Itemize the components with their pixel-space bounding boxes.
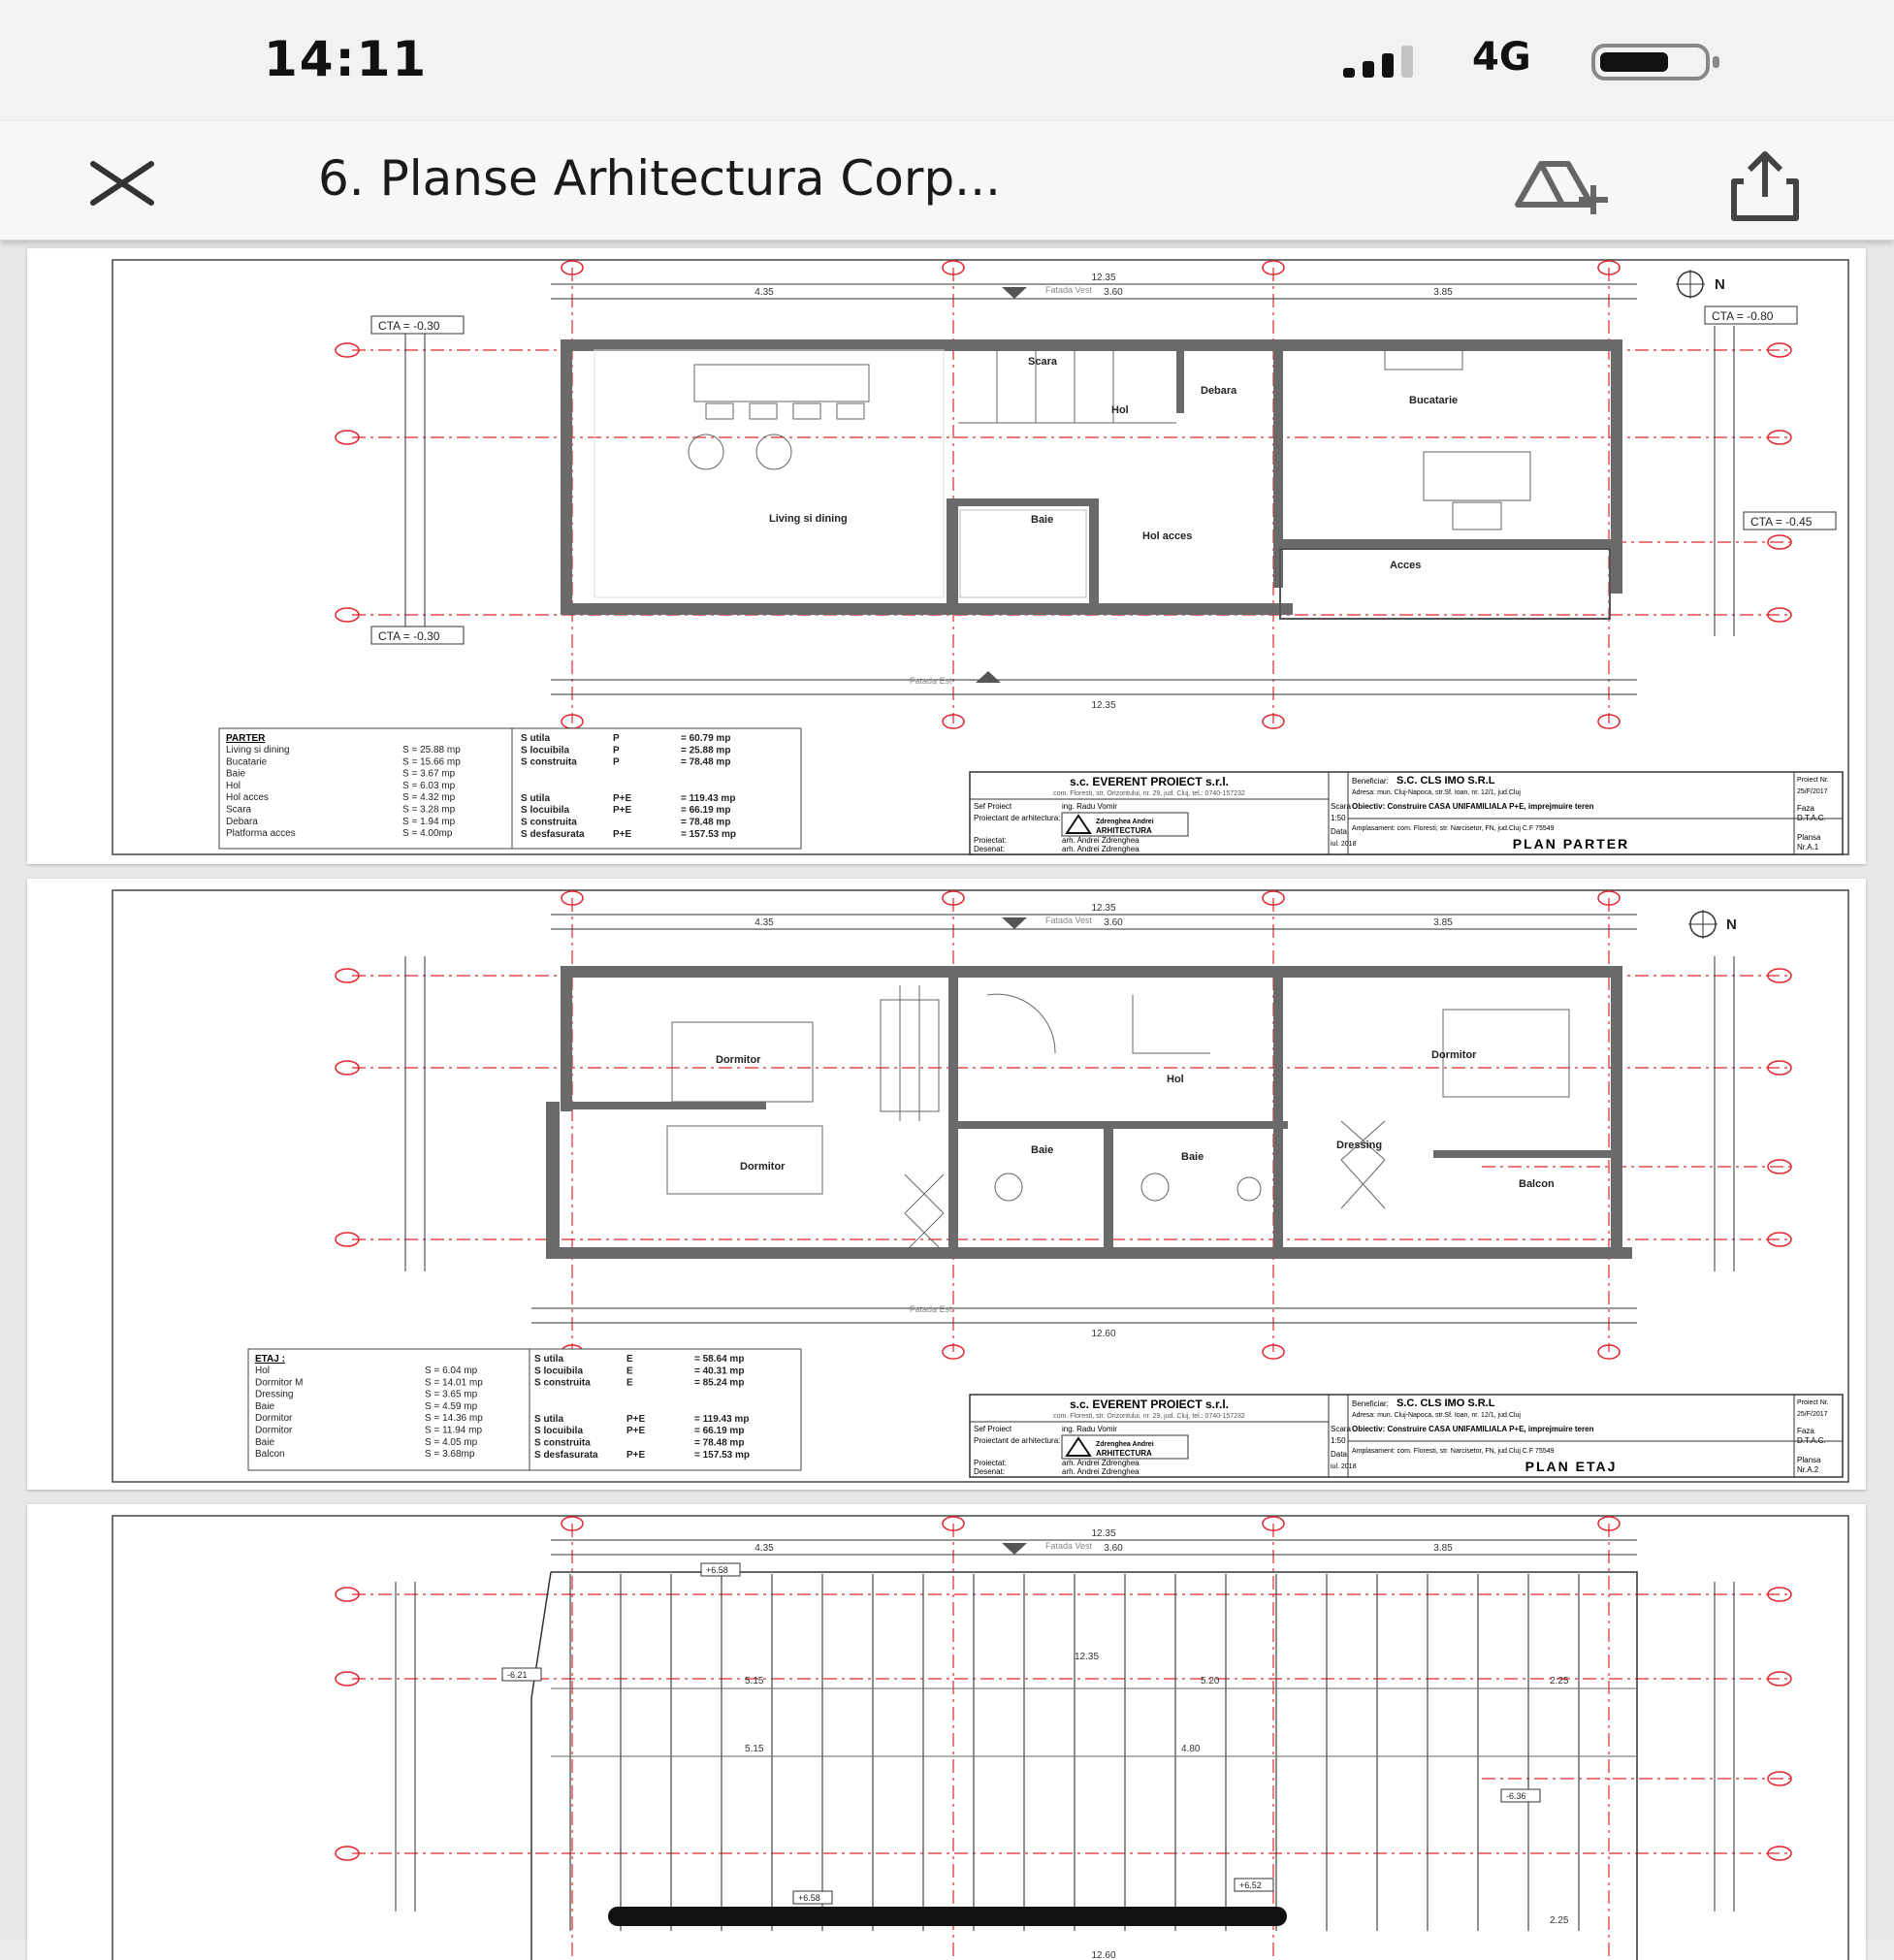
document-title: 6. Planse Arhitectura Corp... (318, 150, 1001, 207)
area-row-value: = 119.43 mp (681, 792, 736, 804)
beneficiar-name: S.C. CLS IMO S.R.L (1396, 1398, 1495, 1409)
level-label: CTA = -0.80 (1712, 309, 1774, 323)
area-row-name: S utila (534, 1413, 564, 1425)
desenat-label: Desenat: (974, 845, 1006, 853)
area-row-name: Balcon (255, 1449, 285, 1461)
title-block (970, 772, 1843, 854)
proiectat-label: Proiectat: (974, 1459, 1007, 1467)
area-row-name: Dormitor (255, 1413, 293, 1425)
area-row-name: S construita (521, 756, 577, 768)
svg-text:3.85: 3.85 (1433, 1543, 1453, 1554)
area-row-level: P (613, 756, 620, 768)
area-row-value: S = 6.03 mp (402, 780, 456, 791)
area-row-value: = 157.53 mp (694, 1449, 750, 1461)
signal-icon (1343, 45, 1440, 78)
area-row-value: = 66.19 mp (694, 1426, 745, 1437)
obiectiv: Obiectiv: Construire CASA UNIFAMILIALA P+E, imprejmuire teren (1352, 1425, 1594, 1433)
share-icon[interactable] (1726, 148, 1804, 224)
dim-seg-3: 3.85 (1433, 287, 1453, 298)
svg-text:-6.21: -6.21 (507, 1670, 528, 1680)
table-heading: ETAJ : (255, 1354, 285, 1365)
area-row-name: S desfasurata (534, 1449, 598, 1461)
area-row-value: = 78.48 mp (681, 817, 731, 828)
room-dormitor-3: Dormitor (1431, 1049, 1477, 1061)
document-toolbar (0, 121, 1894, 241)
firm-name: s.c. EVERENT PROIECT s.r.l. (1069, 1398, 1230, 1411)
area-row-level: P+E (626, 1413, 646, 1425)
desenat-label: Desenat: (974, 1467, 1006, 1476)
plansa-nr: Nr.A.1 (1797, 843, 1819, 851)
area-row-level: P+E (613, 805, 632, 817)
battery-icon (1590, 43, 1722, 81)
desenat-name: arh. Andrei Zdrenghea (1062, 845, 1140, 853)
area-row-value: S = 4.59 mp (425, 1400, 478, 1412)
area-row-value: S = 15.66 mp (402, 756, 461, 768)
data-value: iul. 2018 (1331, 1463, 1357, 1470)
svg-text:4.80: 4.80 (1181, 1744, 1201, 1754)
room-baie: Baie (1031, 514, 1054, 526)
studio-sub: ARHITECTURA (1096, 1449, 1152, 1458)
dim-total-top: 12.35 (1091, 273, 1116, 283)
facade-top-label: Fatada Vest (1045, 285, 1093, 295)
area-row-name: Scara (226, 804, 252, 816)
beneficiar-label: Beneficiar: (1352, 777, 1389, 786)
status-time: 14:11 (264, 31, 429, 87)
svg-text:4.35: 4.35 (754, 1543, 774, 1554)
proiect-nr: 25/F/2017 (1797, 788, 1828, 795)
pdf-page-2 (27, 879, 1866, 1490)
svg-text:2.25: 2.25 (1550, 1676, 1569, 1687)
area-row-value: S = 14.01 mp (425, 1377, 483, 1389)
area-row-name: Dormitor (255, 1425, 293, 1436)
pdf-viewer[interactable] (0, 241, 1894, 1960)
svg-text:3.60: 3.60 (1104, 1543, 1123, 1554)
svg-text:5.15: 5.15 (745, 1744, 764, 1754)
room-dressing: Dressing (1336, 1140, 1383, 1151)
area-row-name: S locuibila (521, 745, 570, 756)
area-row-name: Living si dining (226, 745, 290, 755)
area-row-value: = 60.79 mp (681, 733, 731, 744)
level-label: CTA = -0.45 (1750, 515, 1813, 529)
north-arrow-icon (1676, 270, 1725, 299)
beneficiar-name: S.C. CLS IMO S.R.L (1396, 775, 1495, 787)
svg-text:5.20: 5.20 (1201, 1676, 1220, 1687)
area-row-value: S = 3.65 mp (425, 1389, 478, 1400)
area-row-value: = 119.43 mp (694, 1413, 750, 1425)
pdf-page-3 (27, 1504, 1866, 1960)
scara-label: Scara (1331, 1425, 1351, 1433)
room-dormitor-2: Dormitor (740, 1161, 786, 1173)
area-row-name: Dormitor M (255, 1377, 304, 1389)
svg-text:+6.58: +6.58 (798, 1893, 820, 1903)
area-row-name: S utila (521, 733, 551, 744)
area-row-level: P+E (626, 1426, 646, 1437)
scara-value: 1:50 (1331, 1436, 1346, 1445)
floor-plan-upper (27, 879, 1866, 1490)
area-row-value: S = 3.28 mp (402, 804, 456, 816)
area-row-level: P (613, 733, 620, 744)
facade-marker (1002, 287, 1027, 299)
area-row-name: S locuibila (521, 805, 570, 817)
svg-text:12.35: 12.35 (1075, 1652, 1100, 1662)
dim-seg-2: 3.60 (1104, 287, 1123, 298)
sef-label: Sef Proiect (974, 802, 1012, 811)
room-acces: Acces (1390, 560, 1422, 571)
plan-title: PLAN ETAJ (1525, 1459, 1618, 1474)
area-row-name: Platforma acces (226, 828, 296, 840)
amplasament: Amplasament: com. Floresti, str. Narcisetor, FN, jud.Cluj C.F 75549 (1352, 825, 1555, 832)
svg-text:N: N (1715, 276, 1725, 293)
room-hol: Hol (1167, 1074, 1184, 1085)
area-row-name: Baie (226, 768, 246, 780)
svg-text:Fatada Est: Fatada Est (910, 1304, 952, 1314)
proiectat-label: Proiectat: (974, 836, 1007, 845)
add-to-drive-icon[interactable] (1508, 150, 1615, 218)
svg-text:3.85: 3.85 (1433, 917, 1453, 928)
svg-text:Fatada Vest: Fatada Vest (1045, 1541, 1093, 1551)
svg-text:12.35: 12.35 (1091, 903, 1116, 914)
area-row-value: = 25.88 mp (681, 745, 731, 756)
area-row-level: P+E (613, 792, 632, 804)
svg-text:4.35: 4.35 (754, 917, 774, 928)
room-dormitor-1: Dormitor (716, 1054, 761, 1066)
network-type: 4G (1472, 35, 1531, 80)
beneficiar-address: Adresa: mun. Cluj-Napoca, str.Sf. Ioan, nr. 12/1, jud.Cluj (1352, 789, 1521, 796)
obiectiv: Obiectiv: Construire CASA UNIFAMILIALA P+E, imprejmuire teren (1352, 802, 1594, 811)
firm-address: com. Floresti, str. Orizontului, nr. 29, jud. Cluj, tel.: 0740-157232 (1053, 1413, 1245, 1420)
beneficiar-address: Adresa: mun. Cluj-Napoca, str.Sf. Ioan, nr. 12/1, jud.Cluj (1352, 1412, 1521, 1419)
room-baie-2: Baie (1181, 1151, 1204, 1163)
area-row-name: S construita (521, 817, 577, 828)
svg-text:3.60: 3.60 (1104, 917, 1123, 928)
room-bucatarie: Bucatarie (1409, 395, 1459, 406)
sef-label: Sef Proiect (974, 1425, 1012, 1433)
firm-address: com. Floresti, str. Orizontului, nr. 29, jud. Cluj, tel.: 0740-157232 (1053, 790, 1245, 797)
area-row-name: S construita (534, 1437, 591, 1449)
facade-bottom-label: Fatada Est (910, 676, 952, 686)
area-row-name: S desfasurata (521, 828, 585, 840)
studio-name: Zdrenghea Andrei (1096, 819, 1154, 825)
studio-sub: ARHITECTURA (1096, 826, 1152, 835)
area-row-value: S = 1.94 mp (402, 816, 456, 827)
amplasament: Amplasament: com. Floresti, str. Narcisetor, FN, jud.Cluj C.F 75549 (1352, 1448, 1555, 1455)
area-row-name: Hol (226, 780, 241, 791)
close-icon[interactable] (87, 148, 157, 218)
area-row-value: = 66.19 mp (681, 805, 731, 817)
area-row-value: = 58.64 mp (694, 1354, 745, 1365)
room-scara: Scara (1028, 356, 1057, 368)
area-row-value: = 78.48 mp (681, 756, 731, 768)
area-row-name: S locuibila (534, 1366, 584, 1377)
floor-plan-roof (27, 1504, 1866, 1960)
svg-text:Fatada Vest: Fatada Vest (1045, 916, 1093, 925)
data-value: iul. 2018 (1331, 841, 1357, 848)
room-debara: Debara (1201, 385, 1237, 397)
svg-text:N: N (1726, 916, 1737, 933)
level-label: CTA = -0.30 (378, 629, 440, 643)
proiect-label: Proiect Nr. (1797, 1399, 1829, 1406)
area-row-value: = 85.24 mp (694, 1377, 745, 1389)
svg-text:2.25: 2.25 (1550, 1915, 1569, 1926)
proiect-label: Proiect Nr. (1797, 777, 1829, 784)
area-row-name: Hol (255, 1366, 271, 1376)
area-row-name: Baie (255, 1400, 275, 1412)
room-hol-acces: Hol acces (1142, 530, 1193, 542)
level-label: CTA = -0.30 (378, 319, 440, 333)
area-row-value: S = 3.67 mp (402, 768, 456, 780)
area-row-level: P+E (626, 1449, 646, 1461)
area-row-name: Hol acces (226, 792, 269, 804)
firm-name: s.c. EVERENT PROIECT s.r.l. (1069, 775, 1230, 788)
area-row-level: E (626, 1377, 633, 1389)
area-row-value: S = 14.36 mp (425, 1413, 483, 1425)
plan-title: PLAN PARTER (1512, 836, 1630, 851)
area-row-value: S = 4.00mp (402, 828, 453, 840)
svg-text:12.35: 12.35 (1091, 1528, 1116, 1539)
area-row-value: S = 4.05 mp (425, 1436, 478, 1448)
area-row-level: E (626, 1354, 633, 1365)
dim-seg-1: 4.35 (754, 287, 774, 298)
area-row-value: S = 3.68mp (425, 1449, 475, 1461)
area-row-name: S utila (534, 1354, 564, 1365)
data-label: Data (1331, 1450, 1347, 1459)
area-row-value: S = 6.04 mp (425, 1366, 478, 1376)
area-row-name: S utila (521, 792, 551, 804)
area-row-level: E (626, 1366, 633, 1377)
sef-name: ing. Radu Vomir (1062, 802, 1117, 811)
north-arrow-icon (1688, 910, 1737, 939)
area-row-value: S = 11.94 mp (425, 1425, 483, 1436)
proiectant-label: Proiectant de arhitectura: (974, 814, 1061, 822)
status-bar (0, 0, 1894, 121)
svg-text:+6.52: +6.52 (1239, 1880, 1262, 1890)
plansa-nr: Nr.A.2 (1797, 1465, 1819, 1474)
area-row-level: P+E (613, 828, 632, 840)
area-row-name: Baie (255, 1436, 275, 1448)
data-label: Data (1331, 827, 1347, 836)
area-row-value: = 40.31 mp (694, 1366, 745, 1377)
area-row-value: S = 4.32 mp (402, 792, 456, 804)
area-row-name: Debara (226, 816, 258, 827)
faza-label: Faza (1797, 804, 1814, 813)
plansa-label: Plansa (1797, 833, 1821, 842)
room-baie-1: Baie (1031, 1144, 1054, 1156)
proiectat-name: arh. Andrei Zdrenghea (1062, 1459, 1140, 1467)
beneficiar-label: Beneficiar: (1352, 1399, 1389, 1408)
svg-text:12.60: 12.60 (1091, 1950, 1116, 1960)
scara-value: 1:50 (1331, 814, 1346, 822)
horizontal-scrollbar[interactable] (608, 1907, 1287, 1926)
area-row-value: = 78.48 mp (694, 1437, 745, 1449)
roof-rafters (570, 1574, 1579, 1931)
faza-value: D.T.A.C. (1797, 1436, 1826, 1445)
faza-label: Faza (1797, 1427, 1814, 1435)
desenat-name: arh. Andrei Zdrenghea (1062, 1467, 1140, 1476)
area-row-name: Bucatarie (226, 756, 268, 768)
svg-text:5.15: 5.15 (745, 1676, 764, 1687)
studio-name: Zdrenghea Andrei (1096, 1441, 1154, 1448)
area-row-name: S construita (534, 1377, 591, 1389)
faza-value: D.T.A.C. (1797, 814, 1826, 822)
area-row-level: P (613, 745, 620, 756)
svg-text:12.35: 12.35 (1091, 700, 1116, 711)
pdf-page-1 (27, 248, 1866, 864)
room-balcon: Balcon (1519, 1178, 1555, 1190)
area-row-value: = 157.53 mp (681, 828, 736, 840)
svg-text:-6.36: -6.36 (1506, 1791, 1526, 1801)
area-row-value: S = 25.88 mp (402, 745, 461, 755)
proiect-nr: 25/F/2017 (1797, 1411, 1828, 1418)
title-block (970, 1395, 1843, 1477)
proiectat-name: arh. Andrei Zdrenghea (1062, 836, 1140, 845)
area-row-name: S locuibila (534, 1426, 584, 1437)
plansa-label: Plansa (1797, 1456, 1821, 1464)
proiectant-label: Proiectant de arhitectura: (974, 1436, 1061, 1445)
svg-text:+6.58: +6.58 (706, 1565, 728, 1575)
floor-plan-ground (27, 248, 1866, 864)
room-hol: Hol (1111, 404, 1129, 416)
scara-label: Scara (1331, 802, 1351, 811)
sef-name: ing. Radu Vomir (1062, 1425, 1117, 1433)
svg-text:12.60: 12.60 (1091, 1329, 1116, 1339)
room-living: Living si dining (769, 513, 848, 525)
area-row-name: Dressing (255, 1389, 294, 1400)
table-heading: PARTER (226, 733, 266, 744)
